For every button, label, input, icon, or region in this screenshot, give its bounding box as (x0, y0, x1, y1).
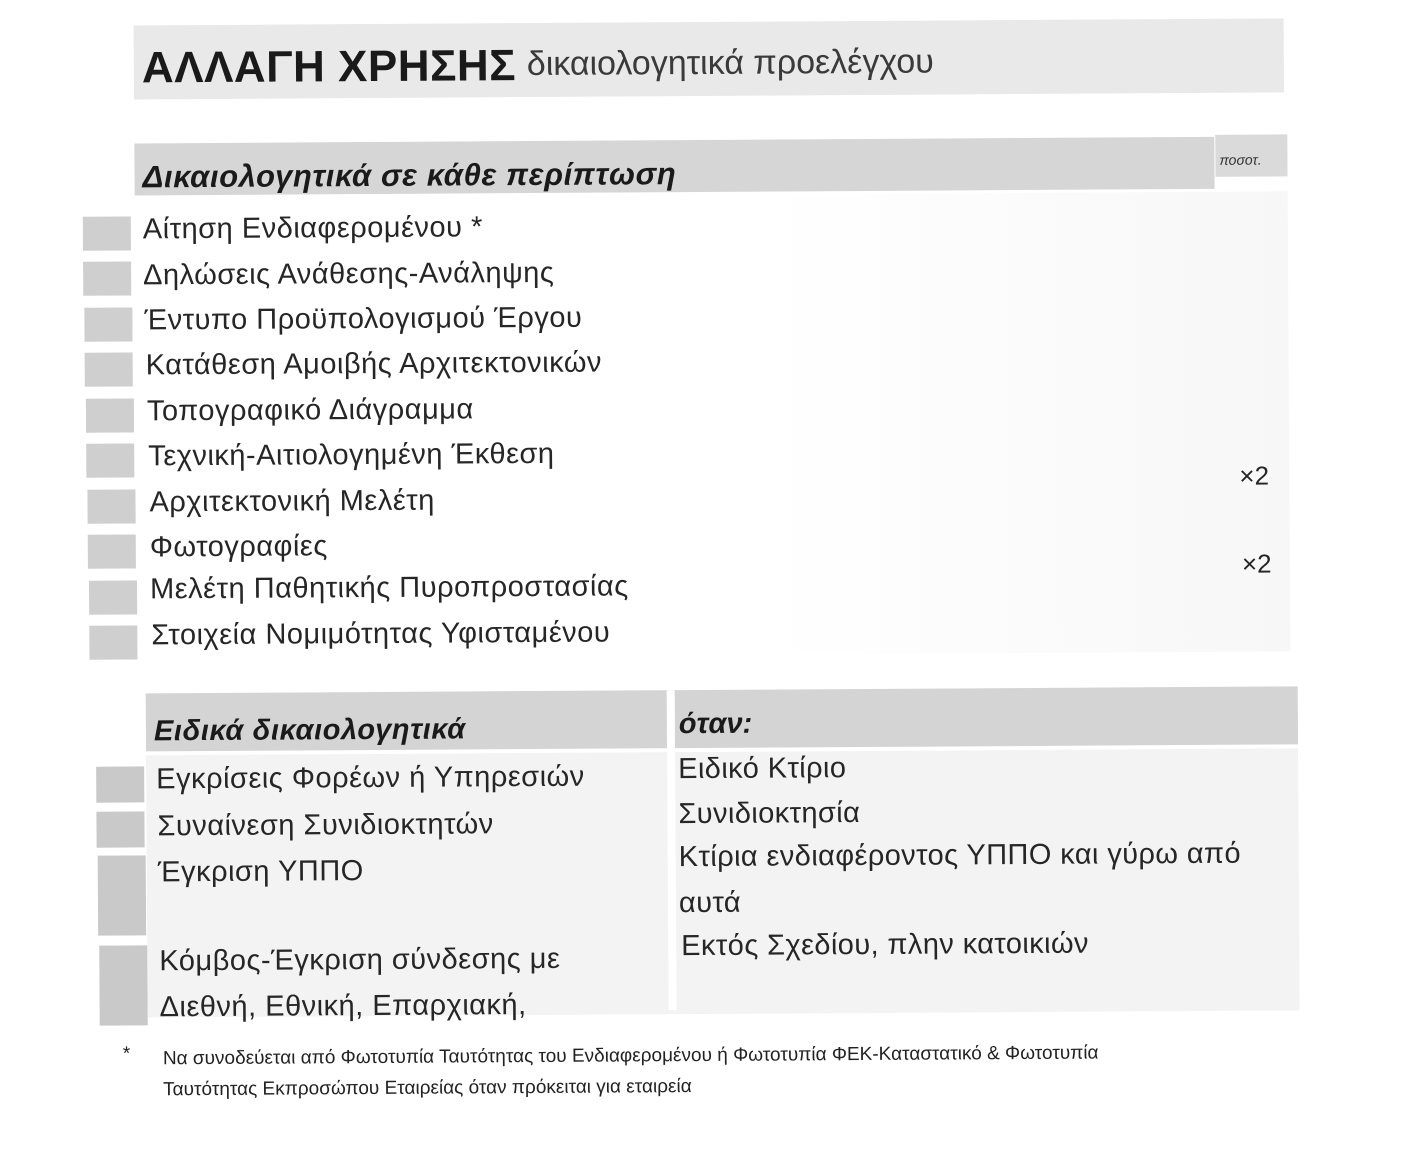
general-item-6: Τεχνική-Αιτιολογημένη Έκθεση (148, 437, 555, 473)
checkbox-special-4[interactable] (99, 945, 147, 1025)
special-item-1-condition: Ειδικό Κτίριο (678, 752, 847, 786)
checkbox-general-2[interactable] (83, 261, 131, 295)
special-item-2-condition: Συνιδιοκτησία (678, 797, 861, 831)
footnote-text: Να συνοδεύεται από Φωτοτυπία Ταυτότητας του Ενδιαφερομένου ή Φωτοτυπία ΦΕΚ-Καταστατικό & Φωτοτυπία Ταυτότητας Εκπροσώπου Εταιρείας όταν πρόκειται για εταιρεία (162, 1042, 1099, 1101)
general-item-1: Αίτηση Ενδιαφερομένου * (142, 211, 483, 246)
general-documents-heading: Δικαιολογητικά σε κάθε περίπτωση (142, 156, 677, 195)
footnote-marker: * (122, 1043, 131, 1065)
general-item-3: Έντυπο Προϋπολογισμού Έργου (144, 301, 583, 337)
checkbox-special-3[interactable] (98, 855, 146, 935)
checkbox-general-9[interactable] (89, 580, 137, 614)
checkbox-general-3[interactable] (84, 307, 132, 341)
checkbox-general-1[interactable] (83, 216, 131, 250)
general-item-7-quantity: ×2 (1239, 460, 1270, 491)
general-item-4: Κατάθεση Αμοιβής Αρχιτεκτονικών (145, 346, 603, 382)
checkbox-general-6[interactable] (86, 443, 134, 477)
condition-column-heading: όταν: (678, 707, 753, 741)
checkbox-general-7[interactable] (87, 489, 135, 523)
general-item-9-quantity: ×2 (1241, 548, 1272, 579)
checkbox-general-8[interactable] (88, 534, 136, 568)
checkbox-special-2[interactable] (96, 811, 144, 847)
special-item-3: Έγκριση ΥΠΠΟ (157, 855, 364, 889)
checkbox-general-10[interactable] (89, 625, 137, 659)
checkbox-general-5[interactable] (86, 398, 134, 432)
special-item-2: Συναίνεση Συνιδιοκτητών (157, 808, 494, 843)
general-item-7: Αρχιτεκτονική Μελέτη (149, 484, 435, 519)
checkbox-special-1[interactable] (96, 766, 144, 802)
document-subtitle: δικαιολογητικά προελέγχου (526, 42, 934, 84)
document-title: ΑΛΛΑΓΗ ΧΡΗΣΗΣ (141, 41, 517, 93)
general-item-2: Δηλώσεις Ανάθεσης-Ανάληψης (143, 256, 555, 292)
special-item-4: Κόμβος-Έγκριση σύνδεσης με Διεθνή, Εθνική, Επαρχιακή, (159, 942, 561, 1024)
general-item-10: Στοιχεία Νομιμότητας Υφισταμένου (151, 616, 611, 652)
special-item-4-condition: Εκτός Σχεδίου, πλην κατοικιών (681, 927, 1089, 963)
special-item-3-condition: Κτίρια ενδιαφέροντος ΥΠΠΟ και γύρω από αυτά (678, 837, 1242, 920)
general-item-9: Μελέτη Παθητικής Πυροπροστασίας (149, 570, 629, 606)
general-item-8: Φωτογραφίες (149, 530, 328, 564)
general-item-5: Τοπογραφικό Διάγραμμα (146, 393, 474, 428)
special-documents-heading: Ειδικά δικαιολογητικά (153, 713, 466, 748)
checkbox-general-4[interactable] (85, 352, 133, 386)
quantity-column-header: ποσοτ. (1219, 151, 1262, 168)
special-item-1: Εγκρίσεις Φορέων ή Υπηρεσιών (156, 760, 585, 796)
